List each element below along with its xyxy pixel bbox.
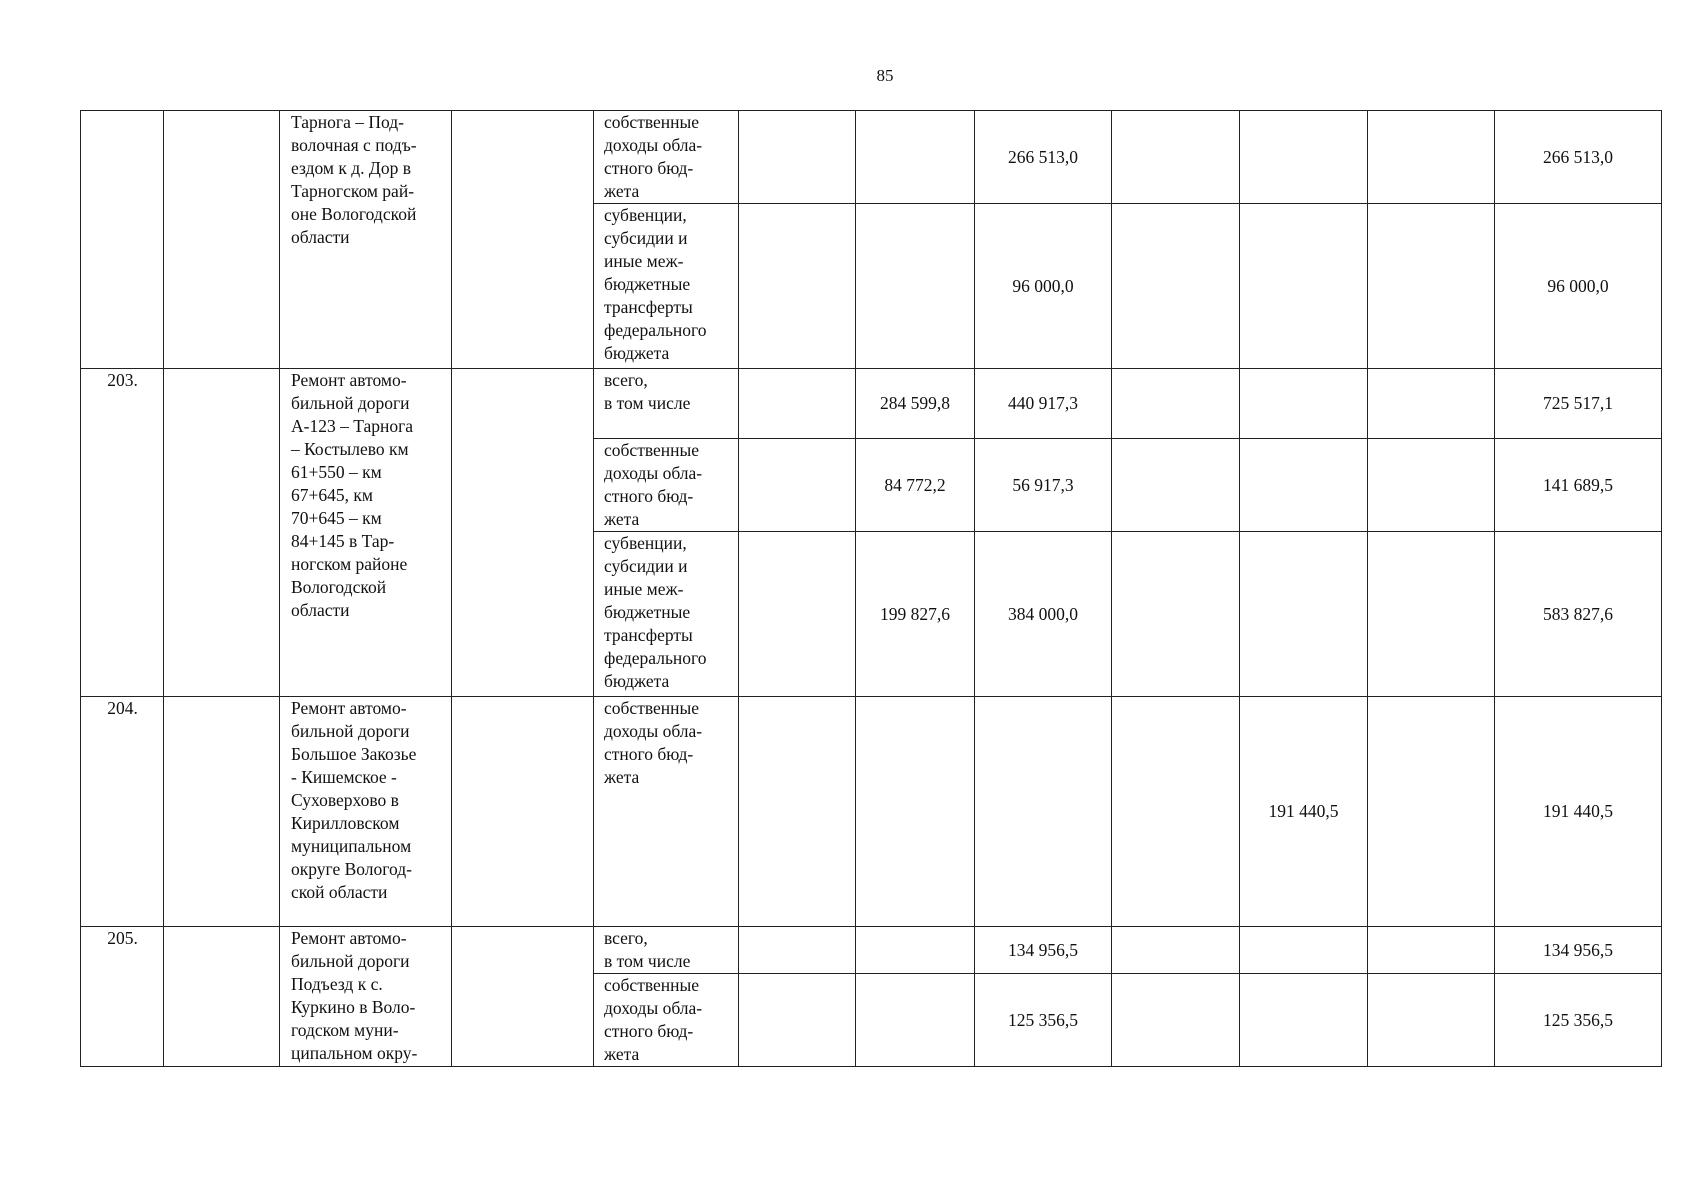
value-cell (856, 204, 975, 369)
total-cell: 141 689,5 (1495, 439, 1662, 532)
value-cell (1368, 111, 1495, 204)
empty-cell (739, 204, 856, 369)
value-cell (1368, 204, 1495, 369)
total-cell: 725 517,1 (1495, 369, 1662, 439)
total-cell: 134 956,5 (1495, 927, 1662, 974)
total-cell: 583 827,6 (1495, 532, 1662, 697)
value-cell: 134 956,5 (975, 927, 1112, 974)
object-description-cell: Ремонт автомо- бильной дороги Подъезд к с. Куркино в Воло- годском муни- ципальном окру- (280, 927, 452, 1067)
value-cell (975, 697, 1112, 927)
value-cell (1368, 927, 1495, 974)
funding-source-cell: субвенции, субсидии и иные меж- бюджетные трансферты федерального бюджета (594, 532, 739, 697)
value-cell (1240, 369, 1368, 439)
value-cell: 440 917,3 (975, 369, 1112, 439)
table-row (81, 111, 1662, 204)
funding-source-cell: собственные доходы обла- стного бюд- жета (594, 974, 739, 1067)
value-cell (1368, 439, 1495, 532)
value-cell (1240, 927, 1368, 974)
value-cell: 384 000,0 (975, 532, 1112, 697)
row-number-cell: 204. (81, 697, 164, 927)
budget-table (80, 110, 1662, 1067)
value-cell (1240, 111, 1368, 204)
value-cell: 191 440,5 (1240, 697, 1368, 927)
funding-source-cell: всего, в том числе (594, 927, 739, 974)
empty-cell (452, 369, 594, 697)
funding-source-cell: субвенции, субсидии и иные меж- бюджетные трансферты федерального бюджета (594, 204, 739, 369)
empty-cell (164, 111, 280, 369)
object-description-cell: Ремонт автомо- бильной дороги А-123 – Тарнога – Костылево км 61+550 – км 67+645, км 70+645 – км 84+145 в Тар- ногском районе Вологодской области (280, 369, 452, 697)
row-number-cell: 203. (81, 369, 164, 697)
value-cell (1368, 974, 1495, 1067)
row-number-cell: 205. (81, 927, 164, 1067)
value-cell: 284 599,8 (856, 369, 975, 439)
value-cell (856, 927, 975, 974)
value-cell (856, 697, 975, 927)
empty-cell (739, 439, 856, 532)
funding-source-cell: всего, в том числе (594, 369, 739, 439)
table-row (81, 369, 1662, 439)
empty-cell (739, 697, 856, 927)
empty-cell (164, 697, 280, 927)
empty-cell (739, 111, 856, 204)
object-description-cell: Тарнога – Под- волочная с подъ- ездом к д. Дор в Тарногском рай- оне Вологодской области (280, 111, 452, 369)
funding-source-cell: собственные доходы обла- стного бюд- жета (594, 111, 739, 204)
value-cell (1240, 532, 1368, 697)
value-cell (1112, 697, 1240, 927)
value-cell (1368, 532, 1495, 697)
empty-cell (739, 974, 856, 1067)
value-cell (1240, 974, 1368, 1067)
empty-cell (452, 697, 594, 927)
value-cell: 84 772,2 (856, 439, 975, 532)
row-number-cell (81, 111, 164, 369)
value-cell (856, 974, 975, 1067)
value-cell (1368, 369, 1495, 439)
value-cell: 125 356,5 (975, 974, 1112, 1067)
value-cell: 56 917,3 (975, 439, 1112, 532)
value-cell (1368, 697, 1495, 927)
page-number: 85 (876, 66, 894, 85)
empty-cell (452, 111, 594, 369)
value-cell (1112, 974, 1240, 1067)
value-cell (1240, 439, 1368, 532)
value-cell (1112, 927, 1240, 974)
empty-cell (164, 369, 280, 697)
empty-cell (739, 927, 856, 974)
empty-cell (739, 532, 856, 697)
total-cell: 266 513,0 (1495, 111, 1662, 204)
funding-source-cell: собственные доходы обла- стного бюд- жета (594, 439, 739, 532)
value-cell (1112, 369, 1240, 439)
value-cell: 266 513,0 (975, 111, 1112, 204)
empty-cell (164, 927, 280, 1067)
total-cell: 125 356,5 (1495, 974, 1662, 1067)
empty-cell (452, 927, 594, 1067)
value-cell: 199 827,6 (856, 532, 975, 697)
value-cell (1112, 532, 1240, 697)
value-cell (1112, 111, 1240, 204)
value-cell (1240, 204, 1368, 369)
value-cell: 96 000,0 (975, 204, 1112, 369)
value-cell (1112, 204, 1240, 369)
value-cell (1112, 439, 1240, 532)
object-description-cell: Ремонт автомо- бильной дороги Большое Закозье - Кишемское - Суховерхово в Кирилловском муниципальном округе Вологод- ской области (280, 697, 452, 927)
empty-cell (739, 369, 856, 439)
table-row (81, 927, 1662, 974)
funding-source-cell: собственные доходы обла- стного бюд- жета (594, 697, 739, 927)
value-cell (856, 111, 975, 204)
total-cell: 191 440,5 (1495, 697, 1662, 927)
table-row (81, 697, 1662, 927)
total-cell: 96 000,0 (1495, 204, 1662, 369)
